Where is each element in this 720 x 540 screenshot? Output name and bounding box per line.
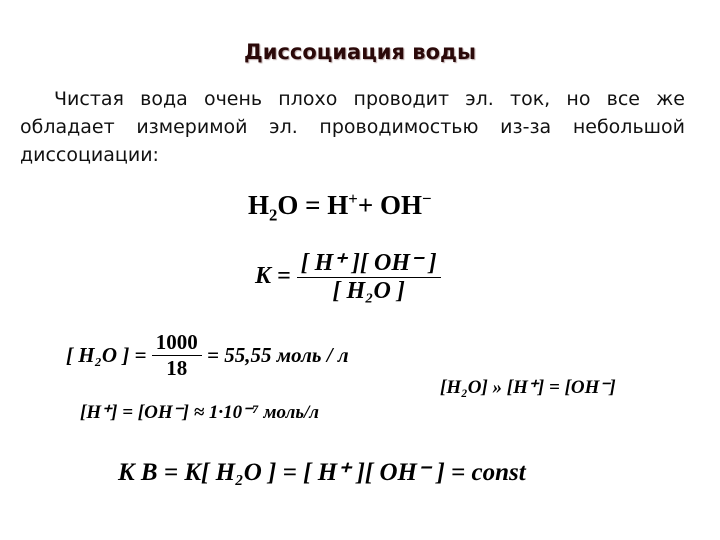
concentration-comparison: [H₂O] » [H⁺] = [OH⁻] — [440, 377, 616, 398]
conc-rhs: = 55,55 моль / л — [207, 343, 349, 367]
eq1-plus: + — [348, 189, 358, 208]
eq1-oh: + OH — [357, 190, 422, 220]
ion-concentration-formula: [H⁺] = [OH⁻] ≈ 1·10⁻⁷ моль/л — [80, 402, 320, 423]
conc-numerator: 1000 — [152, 330, 202, 356]
equilibrium-constant-formula — [255, 248, 441, 305]
k-numerator: [ H⁺ ][ OH⁻ ] — [297, 248, 441, 278]
eq1-subscript: 2 — [269, 205, 278, 225]
k-lhs: K = — [255, 263, 291, 289]
intro-paragraph: Чистая вода очень плохо проводит эл. ток, но все же обладает измеримой эл. проводимостью из-за небольшой диссоциации: — [20, 88, 685, 166]
eq1-o-h: O = H — [277, 190, 349, 220]
dissociation-equation — [248, 189, 432, 225]
water-concentration-formula — [66, 330, 349, 381]
eq1-h: H — [248, 190, 270, 220]
k-fraction — [297, 248, 441, 305]
slide-title: Диссоциация воды — [244, 40, 476, 64]
conc-denominator: 18 — [166, 356, 188, 380]
ionic-product-formula: K B = K[ H₂O ] = [ H⁺ ][ OH⁻ ] = const — [118, 459, 526, 486]
k-denominator: [ H₂O ] — [332, 278, 405, 304]
conc-fraction — [152, 330, 202, 381]
conc-lhs: [ H₂O ] = — [66, 343, 147, 367]
eq1-minus: − — [421, 189, 432, 208]
